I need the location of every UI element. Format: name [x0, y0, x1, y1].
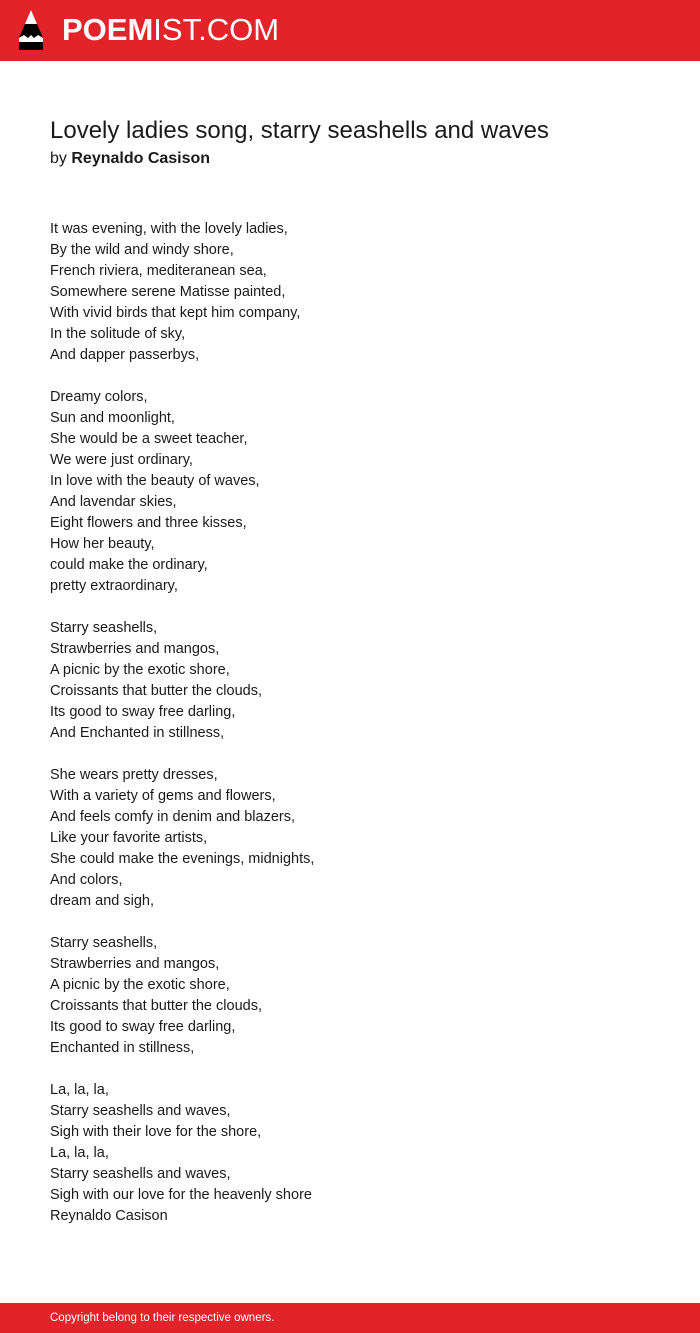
poem-line: pretty extraordinary,	[50, 578, 178, 594]
poem-line: And dapper passerbys,	[50, 347, 200, 363]
poem-stanza	[50, 1080, 650, 1227]
poem-stanza	[50, 618, 650, 744]
poem-line: La, la, la,	[50, 1145, 109, 1161]
site-header	[0, 0, 700, 61]
poem-line: And Enchanted in stillness,	[50, 725, 225, 741]
poem-line: Starry seashells,	[50, 620, 158, 636]
poem-stanza	[50, 387, 650, 597]
poem-line: Dreamy colors,	[50, 389, 148, 405]
site-footer	[0, 1303, 700, 1333]
poem-line: Sun and moonlight,	[50, 410, 175, 426]
poem-line: Strawberries and mangos,	[50, 956, 220, 972]
poem-line: By the wild and windy shore,	[50, 242, 234, 258]
poem-line: A picnic by the exotic shore,	[50, 662, 230, 678]
by-label: by	[50, 150, 67, 167]
poem-line: And colors,	[50, 872, 123, 888]
poem-line: French riviera, mediteranean sea,	[50, 263, 267, 279]
copyright-notice: Copyright belong to their respective owners.	[50, 1312, 275, 1324]
poem-stanza	[50, 933, 650, 1059]
poem-line: And feels comfy in denim and blazers,	[50, 809, 296, 825]
poem-line: We were just ordinary,	[50, 452, 193, 468]
pencil-icon[interactable]	[18, 9, 44, 51]
poem-line: Eight flowers and three kisses,	[50, 515, 247, 531]
poem-line: Reynaldo Casison	[50, 1208, 168, 1224]
poem-line: Like your favorite artists,	[50, 830, 208, 846]
poem-line: And lavendar skies,	[50, 494, 177, 510]
poem-line: In love with the beauty of waves,	[50, 473, 260, 489]
poem-line: La, la, la,	[50, 1082, 109, 1098]
logo-text-light: IST.COM	[153, 12, 280, 47]
poem-title: Lovely ladies song, starry seashells and waves	[50, 117, 549, 144]
poem-line: She wears pretty dresses,	[50, 767, 218, 783]
poem-line: dream and sigh,	[50, 893, 154, 909]
poem-line: Starry seashells and waves,	[50, 1103, 231, 1119]
site-logo[interactable]	[62, 12, 279, 48]
poem-line: Sigh with our love for the heavenly shore	[50, 1187, 312, 1203]
poem-stanza	[50, 219, 650, 366]
poem-line: How her beauty,	[50, 536, 155, 552]
poem-line: She could make the evenings, midnights,	[50, 851, 315, 867]
poem-line: Enchanted in stillness,	[50, 1040, 195, 1056]
poem-line: She would be a sweet teacher,	[50, 431, 248, 447]
logo-text-bold: POEM	[62, 12, 154, 47]
poem-line: Its good to sway free darling,	[50, 704, 236, 720]
poem-line: Starry seashells,	[50, 935, 158, 951]
poem-line: Sigh with their love for the shore,	[50, 1124, 262, 1140]
poem-line: Somewhere serene Matisse painted,	[50, 284, 286, 300]
poem-line: With vivid birds that kept him company,	[50, 305, 301, 321]
poem-line: A picnic by the exotic shore,	[50, 977, 230, 993]
poem-line: Starry seashells and waves,	[50, 1166, 231, 1182]
poem-line: could make the ordinary,	[50, 557, 208, 573]
poem-line: Croissants that butter the clouds,	[50, 998, 262, 1014]
poem-line: Strawberries and mangos,	[50, 641, 220, 657]
poem-byline	[50, 149, 210, 169]
poem-body	[50, 219, 650, 1227]
poem-stanza	[50, 765, 650, 912]
poem-line: Its good to sway free darling,	[50, 1019, 236, 1035]
poem-line: Croissants that butter the clouds,	[50, 683, 262, 699]
poem-line: It was evening, with the lovely ladies,	[50, 221, 288, 237]
author-name[interactable]: Reynaldo Casison	[71, 150, 211, 167]
poem-line: With a variety of gems and flowers,	[50, 788, 276, 804]
poem-line: In the solitude of sky,	[50, 326, 186, 342]
